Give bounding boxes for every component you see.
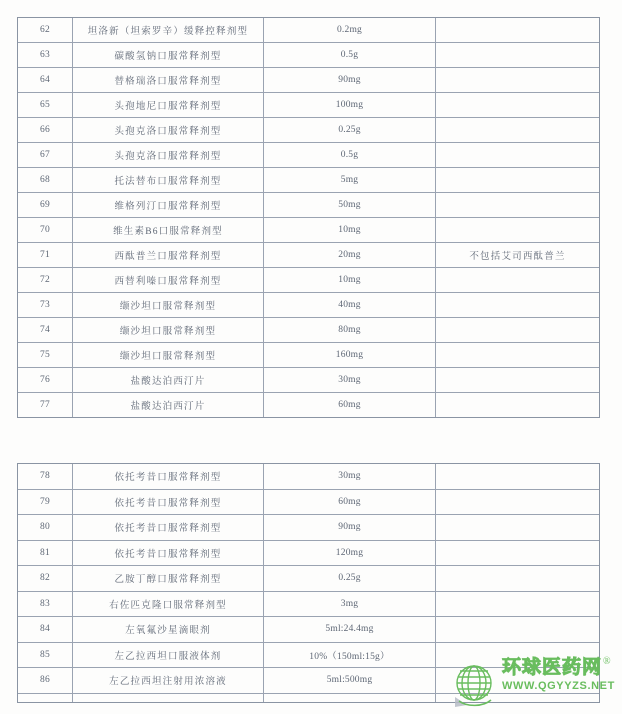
table-row (18, 566, 599, 592)
row-number-cell: 76 (18, 368, 73, 392)
remark-cell (436, 566, 599, 591)
row-number-cell: 71 (18, 243, 73, 267)
drug-name-cell: 坦洛新（坦索罗辛）缓释控释剂型 (73, 18, 264, 42)
dosage-cell: 30mg (264, 464, 436, 489)
dosage-cell: 20mg (264, 243, 436, 267)
remark-cell (436, 668, 599, 693)
table-row (18, 464, 599, 490)
table-row (18, 293, 599, 318)
remark-cell (436, 143, 599, 167)
remark-cell (436, 168, 599, 192)
remark-cell (436, 218, 599, 242)
drug-name-cell: 缬沙坦口服常释剂型 (73, 343, 264, 367)
row-number-cell: 64 (18, 68, 73, 92)
drug-name-cell: 托法替布口服常释剂型 (73, 168, 264, 192)
dosage-cell: 60mg (264, 393, 436, 417)
row-number-cell: 77 (18, 393, 73, 417)
table-row (18, 592, 599, 618)
dosage-cell: 0.25g (264, 118, 436, 142)
table-row (18, 18, 599, 43)
table-row (18, 368, 599, 393)
remark-cell (436, 393, 599, 417)
remark-cell (436, 490, 599, 515)
drug-name-cell: 缬沙坦口服常释剂型 (73, 293, 264, 317)
remark-cell (436, 541, 599, 566)
table-row (18, 318, 599, 343)
row-number-cell: 82 (18, 566, 73, 591)
table-row (18, 268, 599, 293)
registered-trademark-icon: ® (603, 656, 612, 667)
dosage-cell: 40mg (264, 293, 436, 317)
drug-name-cell: 头孢克洛口服常释剂型 (73, 143, 264, 167)
row-number-cell: 83 (18, 592, 73, 617)
remark-cell (436, 694, 599, 702)
row-number-cell: 62 (18, 18, 73, 42)
dosage-cell: 30mg (264, 368, 436, 392)
remark-cell (436, 515, 599, 540)
watermark-url: WWW.QGYYZS.NET (502, 680, 615, 692)
dosage-cell: 50mg (264, 193, 436, 217)
row-number-cell: 75 (18, 343, 73, 367)
dosage-cell: 90mg (264, 68, 436, 92)
row-number-cell: 66 (18, 118, 73, 142)
row-number-cell: 67 (18, 143, 73, 167)
drug-name-cell: 西替利嗪口服常释剂型 (73, 268, 264, 292)
dosage-cell: 10mg (264, 268, 436, 292)
dosage-cell: 5ml:24.4mg (264, 617, 436, 642)
row-number-cell: 86 (18, 668, 73, 693)
dosage-cell: 3mg (264, 592, 436, 617)
table-row (18, 168, 599, 193)
drug-name-cell: 盐酸达泊西汀片 (73, 368, 264, 392)
dosage-cell: 90mg (264, 515, 436, 540)
drug-name-cell: 维生素B6口服常释剂型 (73, 218, 264, 242)
remark-cell (436, 268, 599, 292)
dosage-cell: 0.25g (264, 566, 436, 591)
remark-cell (436, 118, 599, 142)
table-row (18, 490, 599, 516)
dosage-cell: 0.2mg (264, 18, 436, 42)
drug-name-cell: 西酞普兰口服常释剂型 (73, 243, 264, 267)
remark-cell (436, 368, 599, 392)
table-row (18, 43, 599, 68)
dosage-cell: 0.5g (264, 143, 436, 167)
table-row (18, 668, 599, 694)
remark-cell (436, 68, 599, 92)
dosage-cell: 0.5g (264, 43, 436, 67)
table-row (18, 143, 599, 168)
dosage-cell: 100mg (264, 93, 436, 117)
drug-name-cell: 乙胺丁醇口服常释剂型 (73, 566, 264, 591)
drug-name-cell: 头孢克洛口服常释剂型 (73, 118, 264, 142)
table-row (18, 218, 599, 243)
remark-cell (436, 464, 599, 489)
row-number-cell: 79 (18, 490, 73, 515)
watermark-site-name: 环球医药网® (502, 656, 612, 678)
remark-cell (436, 643, 599, 668)
drug-name-cell: 头孢地尼口服常释剂型 (73, 93, 264, 117)
table-row (18, 193, 599, 218)
table-row (18, 118, 599, 143)
remark-cell: 不包括艾司西酞普兰 (469, 252, 566, 262)
drug-name-cell (73, 694, 264, 702)
remark-cell (436, 617, 599, 642)
row-number-cell: 84 (18, 617, 73, 642)
remark-cell (436, 318, 599, 342)
row-number-cell: 73 (18, 293, 73, 317)
table-row (18, 343, 599, 368)
drug-name-cell: 碳酸氢钠口服常释剂型 (73, 43, 264, 67)
remark-cell (436, 93, 599, 117)
drug-name-cell: 左乙拉西坦注射用浓溶液 (73, 668, 264, 693)
drug-table-lower (17, 463, 600, 703)
drug-name-cell: 缬沙坦口服常释剂型 (73, 318, 264, 342)
row-number-cell: 78 (18, 464, 73, 489)
row-number-cell: 63 (18, 43, 73, 67)
row-number-cell: 74 (18, 318, 73, 342)
row-number-cell: 65 (18, 93, 73, 117)
table-row (18, 643, 599, 669)
drug-table-upper (17, 17, 600, 418)
drug-name-cell: 依托考昔口服常释剂型 (73, 541, 264, 566)
dosage-cell: 60mg (264, 490, 436, 515)
drug-name-cell: 右佐匹克隆口服常释剂型 (73, 592, 264, 617)
remark-cell (436, 193, 599, 217)
row-number-cell: 70 (18, 218, 73, 242)
row-number-cell (18, 694, 73, 702)
drug-name-cell: 依托考昔口服常释剂型 (73, 515, 264, 540)
drug-name-cell: 左乙拉西坦口服液体剂 (73, 643, 264, 668)
remark-cell (436, 592, 599, 617)
table-row (18, 515, 599, 541)
drug-name-cell: 盐酸达泊西汀片 (73, 393, 264, 417)
drug-name-cell: 依托考昔口服常释剂型 (73, 490, 264, 515)
dosage-cell: 5mg (264, 168, 436, 192)
remark-cell (436, 293, 599, 317)
table-row (18, 694, 599, 702)
table-row (18, 393, 599, 417)
row-number-cell: 85 (18, 643, 73, 668)
dosage-cell: 10%（150ml:15g） (264, 643, 436, 668)
dosage-cell: 160mg (264, 343, 436, 367)
remark-cell (436, 343, 599, 367)
table-row (18, 243, 599, 268)
drug-name-cell: 替格瑞洛口服常释剂型 (73, 68, 264, 92)
dosage-cell: 80mg (264, 318, 436, 342)
remark-cell (436, 18, 599, 42)
table-row (18, 68, 599, 93)
drug-name-cell: 左氧氟沙星滴眼剂 (73, 617, 264, 642)
dosage-cell (264, 694, 436, 702)
table-row (18, 617, 599, 643)
row-number-cell: 81 (18, 541, 73, 566)
row-number-cell: 68 (18, 168, 73, 192)
dosage-cell: 5ml:500mg (264, 668, 436, 693)
dosage-cell: 10mg (264, 218, 436, 242)
dosage-cell: 120mg (264, 541, 436, 566)
drug-name-cell: 依托考昔口服常释剂型 (73, 464, 264, 489)
table-row (18, 93, 599, 118)
row-number-cell: 69 (18, 193, 73, 217)
remark-cell (436, 43, 599, 67)
drug-name-cell: 维格列汀口服常释剂型 (73, 193, 264, 217)
row-number-cell: 80 (18, 515, 73, 540)
table-row (18, 541, 599, 567)
row-number-cell: 72 (18, 268, 73, 292)
